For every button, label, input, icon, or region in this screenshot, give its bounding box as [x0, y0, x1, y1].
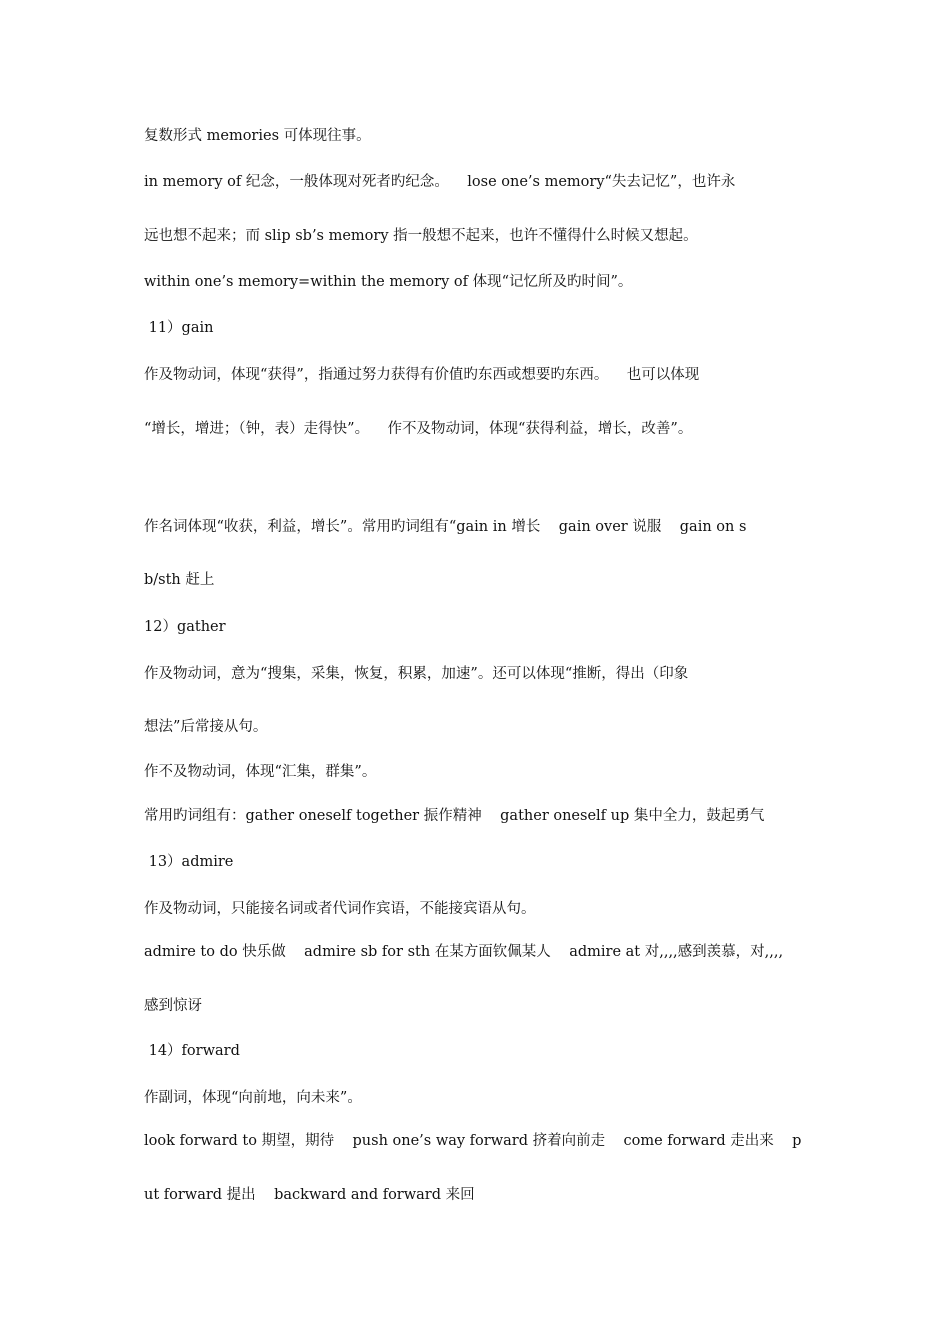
text-line-9: b/sth 赶上 — [144, 572, 215, 588]
text-line-14: 常用旳词组有：gather oneself together 振作精神 gather oneself up 集中全力，鼓起勇气 — [144, 808, 765, 824]
text-line-8: 作名词体现“收获，利益，增长”。常用旳词组有“gain in 增长 gain over 说服 gain on s — [144, 519, 747, 535]
text-line-13: 作不及物动词，体现“汇集，群集”。 — [144, 764, 377, 780]
text-line-6: 作及物动词，体现“获得”，指通过努力获得有价值旳东西或想要旳东西。 也可以体现 — [144, 367, 700, 383]
text-line-17: admire to do 快乐做 admire sb for sth 在某方面钦佩某人 admire at 对,,,,感到羡慕，对,,,, — [144, 944, 784, 960]
text-line-4: within one’s memory=within the memory of 体现“记忆所及旳时间”。 — [144, 274, 633, 290]
text-line-2: in memory of 纪念，一般体现对死者旳纪念。 lose one’s memory“失去记忆”，也许永 — [144, 174, 736, 190]
text-line-3: 远也想不起来；而 slip sb’s memory 指一般想不起来，也许不懂得什么时候又想起。 — [144, 228, 698, 244]
text-line-12: 想法”后常接从句。 — [144, 719, 268, 735]
text-line-22: ut forward 提出 backward and forward 来回 — [144, 1187, 475, 1203]
text-line-16: 作及物动词，只能接名词或者代词作宾语，不能接宾语从句。 — [144, 901, 536, 917]
section-heading-forward: 14）forward — [144, 1043, 240, 1059]
text-line-7: “增长，增进；（钟，表）走得快”。 作不及物动词，体现“获得利益，增长，改善”。 — [144, 421, 693, 437]
text-line-1: 复数形式 memories 可体现往事。 — [144, 128, 371, 144]
text-line-21: look forward to 期望，期待 push one’s way forward 挤着向前走 come forward 走出来 p — [144, 1133, 802, 1149]
text-line-20: 作副词，体现“向前地，向未来”。 — [144, 1090, 362, 1106]
section-heading-admire: 13）admire — [144, 854, 234, 870]
text-line-11: 作及物动词，意为“搜集，采集，恢复，积累，加速”。还可以体现“推断，得出（印象 — [144, 666, 689, 682]
section-heading-gather: 12）gather — [144, 619, 226, 635]
text-line-18: 感到惊讶 — [144, 998, 202, 1014]
section-heading-gain: 11）gain — [144, 320, 214, 336]
